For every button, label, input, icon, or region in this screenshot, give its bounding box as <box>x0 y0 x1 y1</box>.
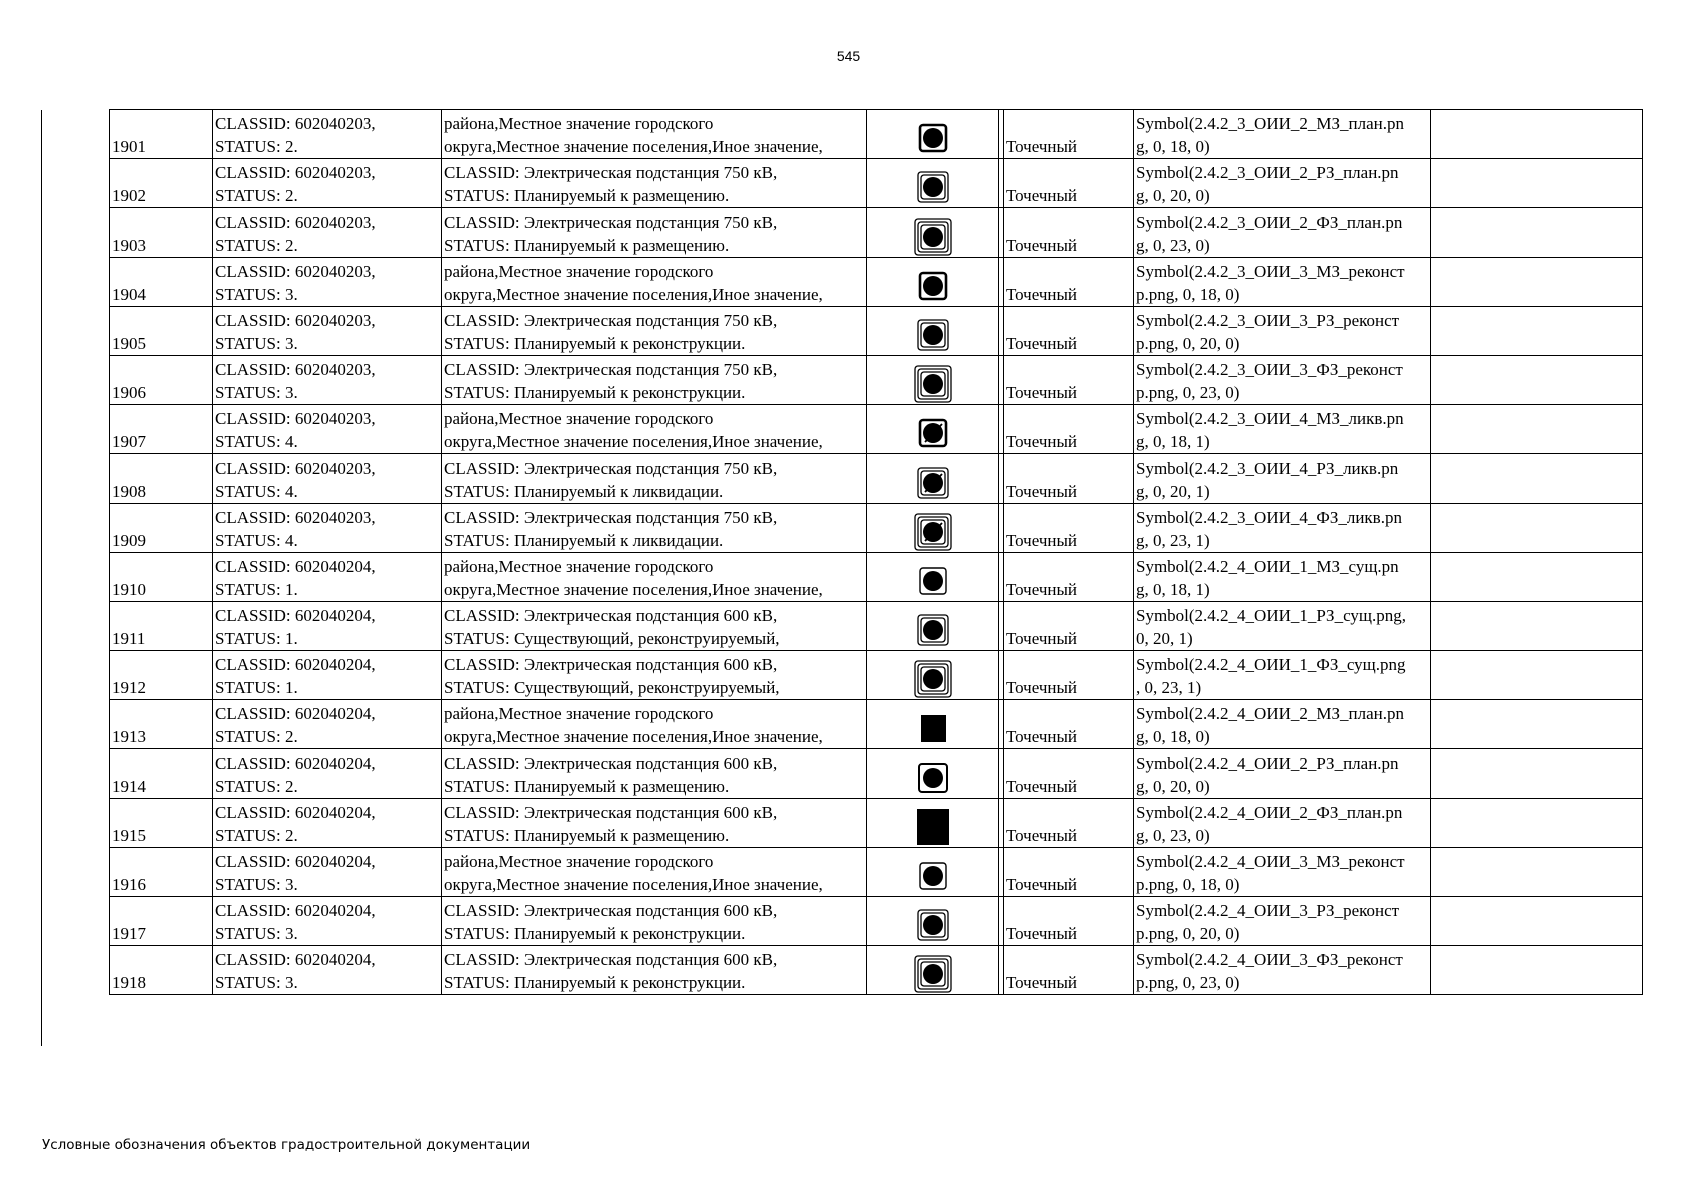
description-line-1: CLASSID: Электрическая подстанция 750 кВ, <box>444 507 778 527</box>
symbol-cell <box>867 798 999 847</box>
description-line-2: STATUS: Планируемый к реконструкции. <box>444 383 746 403</box>
row-number: 1912 <box>110 651 213 700</box>
description-line-2: STATUS: Существующий, реконструируемый, <box>444 678 780 698</box>
classid-line: CLASSID: 602040204, <box>215 901 376 921</box>
symbol-function-line-2: g, 0, 18, 1) <box>1136 432 1210 452</box>
symbol-function-line-2: , 0, 23, 1) <box>1136 678 1202 698</box>
classid-cell <box>213 847 442 896</box>
circle-thin-frame-icon <box>913 856 953 896</box>
description-cell <box>442 159 867 208</box>
table-row <box>110 159 1643 208</box>
description-line-2: округа,Местное значение поселения,Иное значение, <box>444 137 823 157</box>
symbol-function-line-2: g, 0, 20, 0) <box>1136 186 1210 206</box>
row-number: 1909 <box>110 503 213 552</box>
description-line-2: STATUS: Планируемый к размещению. <box>444 825 730 845</box>
circle-thin-frame-icon <box>913 561 953 601</box>
classid-cell <box>213 355 442 404</box>
classid-line: CLASSID: 602040203, <box>215 360 376 380</box>
status-line: STATUS: 1. <box>215 579 298 599</box>
symbol-function-line-2: р.png, 0, 18, 0) <box>1136 284 1240 304</box>
symbol-function-line-1: Symbol(2.4.2_4_ОИИ_3_МЗ_реконст <box>1136 852 1405 871</box>
symbol-function-cell <box>1134 946 1431 995</box>
description-cell <box>442 552 867 601</box>
status-line: STATUS: 4. <box>215 432 298 452</box>
classid-cell <box>213 798 442 847</box>
symbol-function-line-1: Symbol(2.4.2_3_ОИИ_4_РЗ_ликв.pn <box>1136 458 1399 478</box>
row-number: 1904 <box>110 257 213 306</box>
row-number: 1910 <box>110 552 213 601</box>
table-row <box>110 552 1643 601</box>
table-row <box>110 355 1643 404</box>
classid-cell <box>213 552 442 601</box>
classid-line: CLASSID: 602040203, <box>215 114 376 134</box>
symbol-function-line-2: g, 0, 23, 0) <box>1136 825 1210 845</box>
empty-cell <box>1431 405 1643 454</box>
symbol-cell <box>867 946 999 995</box>
symbol-function-cell <box>1134 159 1431 208</box>
symbol-function-line-2: g, 0, 18, 0) <box>1136 727 1210 747</box>
geometry-type-cell: Точечный <box>1004 651 1134 700</box>
classid-line: CLASSID: 602040204, <box>215 556 376 576</box>
empty-cell <box>1431 306 1643 355</box>
description-cell <box>442 601 867 650</box>
classid-line: CLASSID: 602040203, <box>215 163 376 183</box>
symbol-function-cell <box>1134 798 1431 847</box>
description-line-1: CLASSID: Электрическая подстанция 600 кВ, <box>444 655 778 675</box>
symbol-function-line-1: Symbol(2.4.2_4_ОИИ_3_РЗ_реконст <box>1136 901 1400 921</box>
symbol-function-cell <box>1134 355 1431 404</box>
description-cell <box>442 110 867 159</box>
description-line-1: CLASSID: Электрическая подстанция 750 кВ, <box>444 212 778 232</box>
geometry-type-cell: Точечный <box>1004 749 1134 798</box>
symbol-function-line-1: Symbol(2.4.2_4_ОИИ_3_ФЗ_реконст <box>1136 950 1403 970</box>
symbol-function-cell <box>1134 749 1431 798</box>
symbol-function-line-2: р.png, 0, 23, 0) <box>1136 973 1240 993</box>
symbol-cell <box>867 355 999 404</box>
status-line: STATUS: 2. <box>215 186 298 206</box>
page-number: 545 <box>836 48 861 64</box>
circle-double-frame-icon <box>913 610 953 650</box>
symbol-cell <box>867 847 999 896</box>
empty-cell <box>1431 847 1643 896</box>
description-line-2: округа,Местное значение поселения,Иное значение, <box>444 727 823 747</box>
symbol-cell <box>867 601 999 650</box>
circle-thick-frame-icon <box>913 266 953 306</box>
empty-cell <box>1431 651 1643 700</box>
page-footer: Условные обозначения объектов градостроительной документации <box>42 1137 531 1153</box>
classid-cell <box>213 454 442 503</box>
symbol-function-line-1: Symbol(2.4.2_4_ОИИ_1_МЗ_сущ.pn <box>1136 556 1399 576</box>
description-cell <box>442 306 867 355</box>
table-row <box>110 208 1643 257</box>
geometry-type-cell: Точечный <box>1004 306 1134 355</box>
symbol-function-cell <box>1134 552 1431 601</box>
row-number: 1914 <box>110 749 213 798</box>
description-line-1: CLASSID: Электрическая подстанция 600 кВ, <box>444 753 778 773</box>
symbol-function-cell <box>1134 503 1431 552</box>
symbol-function-line-2: р.png, 0, 20, 0) <box>1136 924 1240 944</box>
table-row <box>110 454 1643 503</box>
symbol-function-line-1: Symbol(2.4.2_3_ОИИ_4_МЗ_ликв.pn <box>1136 409 1404 429</box>
row-number: 1903 <box>110 208 213 257</box>
description-cell <box>442 454 867 503</box>
description-cell <box>442 651 867 700</box>
description-line-2: STATUS: Планируемый к реконструкции. <box>444 924 746 944</box>
symbol-function-line-1: Symbol(2.4.2_3_ОИИ_3_МЗ_реконст <box>1136 261 1405 281</box>
symbol-cell <box>867 552 999 601</box>
symbol-function-line-1: Symbol(2.4.2_3_ОИИ_2_РЗ_план.pn <box>1136 163 1399 183</box>
status-line: STATUS: 2. <box>215 776 298 796</box>
symbol-function-cell <box>1134 897 1431 946</box>
symbol-cell <box>867 897 999 946</box>
row-number: 1905 <box>110 306 213 355</box>
symbol-function-line-1: Symbol(2.4.2_4_ОИИ_1_РЗ_сущ.png, <box>1136 606 1406 626</box>
classid-cell <box>213 700 442 749</box>
status-line: STATUS: 3. <box>215 284 298 304</box>
row-number: 1911 <box>110 601 213 650</box>
symbol-function-line-1: Symbol(2.4.2_3_ОИИ_2_ФЗ_план.pn <box>1136 212 1403 232</box>
symbol-function-line-2: g, 0, 20, 1) <box>1136 481 1210 501</box>
row-number: 1908 <box>110 454 213 503</box>
geometry-type-cell: Точечный <box>1004 897 1134 946</box>
symbol-function-line-2: g, 0, 18, 1) <box>1136 579 1210 599</box>
symbol-cell <box>867 749 999 798</box>
symbol-function-cell <box>1134 257 1431 306</box>
classid-cell <box>213 208 442 257</box>
description-cell <box>442 208 867 257</box>
symbol-function-line-1: Symbol(2.4.2_4_ОИИ_2_МЗ_план.pn <box>1136 704 1404 724</box>
symbol-cell <box>867 454 999 503</box>
classid-cell <box>213 306 442 355</box>
circle-double-frame-slash-icon <box>913 463 953 503</box>
symbol-function-line-2: р.png, 0, 18, 0) <box>1136 875 1240 894</box>
symbol-function-line-1: Symbol(2.4.2_3_ОИИ_3_ФЗ_реконст <box>1136 360 1403 380</box>
symbol-cell <box>867 405 999 454</box>
legend-table <box>109 109 1643 995</box>
table-row <box>110 749 1643 798</box>
classid-line: CLASSID: 602040203, <box>215 507 376 527</box>
empty-cell <box>1431 749 1643 798</box>
geometry-type-cell: Точечный <box>1004 503 1134 552</box>
description-line-1: района,Местное значение городского <box>444 114 714 134</box>
empty-cell <box>1431 257 1643 306</box>
empty-cell <box>1431 208 1643 257</box>
symbol-function-cell <box>1134 601 1431 650</box>
classid-line: CLASSID: 602040203, <box>215 310 376 330</box>
description-line-1: CLASSID: Электрическая подстанция 600 кВ, <box>444 950 778 970</box>
status-line: STATUS: 3. <box>215 875 298 894</box>
symbol-function-line-1: Symbol(2.4.2_3_ОИИ_4_ФЗ_ликв.pn <box>1136 507 1402 527</box>
classid-cell <box>213 651 442 700</box>
description-line-1: CLASSID: Электрическая подстанция 750 кВ, <box>444 360 778 380</box>
table-row <box>110 700 1643 749</box>
classid-line: CLASSID: 602040204, <box>215 802 376 822</box>
symbol-cell <box>867 651 999 700</box>
empty-cell <box>1431 798 1643 847</box>
symbol-function-cell <box>1134 651 1431 700</box>
symbol-function-line-1: Symbol(2.4.2_3_ОИИ_3_РЗ_реконст <box>1136 310 1400 330</box>
row-number: 1906 <box>110 355 213 404</box>
classid-cell <box>213 503 442 552</box>
classid-cell <box>213 749 442 798</box>
description-line-1: CLASSID: Электрическая подстанция 750 кВ, <box>444 310 778 330</box>
row-number: 1902 <box>110 159 213 208</box>
circle-thick-frame-icon <box>913 118 953 158</box>
empty-cell <box>1431 110 1643 159</box>
table-row <box>110 601 1643 650</box>
geometry-type-cell: Точечный <box>1004 601 1134 650</box>
description-line-1: района,Местное значение городского <box>444 409 714 429</box>
geometry-type-cell: Точечный <box>1004 454 1134 503</box>
description-line-1: района,Местное значение городского <box>444 261 714 281</box>
description-line-2: округа,Местное значение поселения,Иное значение, <box>444 432 823 452</box>
circle-triple-frame-icon <box>913 954 953 994</box>
description-line-1: CLASSID: Электрическая подстанция 750 кВ, <box>444 458 778 478</box>
circle-triple-frame-icon <box>913 659 953 699</box>
table-row <box>110 405 1643 454</box>
table-row <box>110 946 1643 995</box>
row-number: 1913 <box>110 700 213 749</box>
symbol-cell <box>867 208 999 257</box>
classid-cell <box>213 110 442 159</box>
classid-line: CLASSID: 602040204, <box>215 852 376 871</box>
description-cell <box>442 355 867 404</box>
classid-line: CLASSID: 602040204, <box>215 655 376 675</box>
geometry-type-cell: Точечный <box>1004 257 1134 306</box>
description-line-2: STATUS: Планируемый к размещению. <box>444 186 730 206</box>
description-line-2: STATUS: Планируемый к реконструкции. <box>444 333 746 353</box>
circle-double-frame-icon <box>913 905 953 945</box>
symbol-cell <box>867 257 999 306</box>
classid-line: CLASSID: 602040204, <box>215 704 376 724</box>
status-line: STATUS: 3. <box>215 383 298 403</box>
description-line-2: STATUS: Планируемый к реконструкции. <box>444 973 746 993</box>
status-line: STATUS: 3. <box>215 924 298 944</box>
status-line: STATUS: 1. <box>215 678 298 698</box>
classid-line: CLASSID: 602040204, <box>215 753 376 773</box>
empty-cell <box>1431 355 1643 404</box>
table-row <box>110 257 1643 306</box>
status-line: STATUS: 3. <box>215 973 298 993</box>
empty-cell <box>1431 159 1643 208</box>
symbol-function-line-1: Symbol(2.4.2_4_ОИИ_1_ФЗ_сущ.png <box>1136 655 1406 675</box>
symbol-function-line-1: Symbol(2.4.2_3_ОИИ_2_МЗ_план.pn <box>1136 114 1404 134</box>
geometry-type-cell: Точечный <box>1004 946 1134 995</box>
classid-line: CLASSID: 602040204, <box>215 606 376 626</box>
empty-cell <box>1431 700 1643 749</box>
description-line-1: CLASSID: Электрическая подстанция 600 кВ, <box>444 802 778 822</box>
status-line: STATUS: 2. <box>215 727 298 747</box>
row-number: 1918 <box>110 946 213 995</box>
classid-line: CLASSID: 602040203, <box>215 458 376 478</box>
symbol-cell <box>867 159 999 208</box>
table-row <box>110 897 1643 946</box>
symbol-function-cell <box>1134 454 1431 503</box>
symbol-function-line-1: Symbol(2.4.2_4_ОИИ_2_РЗ_план.pn <box>1136 753 1399 773</box>
description-line-1: CLASSID: Электрическая подстанция 600 кВ, <box>444 606 778 626</box>
table-row <box>110 651 1643 700</box>
description-cell <box>442 798 867 847</box>
description-line-1: района,Местное значение городского <box>444 556 714 576</box>
symbol-cell <box>867 306 999 355</box>
empty-cell <box>1431 601 1643 650</box>
description-line-1: района,Местное значение городского <box>444 852 714 871</box>
circle-square-frame-icon <box>913 758 953 798</box>
symbol-function-line-2: р.png, 0, 20, 0) <box>1136 333 1240 353</box>
geometry-type-cell: Точечный <box>1004 552 1134 601</box>
classid-cell <box>213 405 442 454</box>
left-margin-rule <box>41 110 42 1046</box>
description-line-2: STATUS: Существующий, реконструируемый, <box>444 629 780 649</box>
status-line: STATUS: 3. <box>215 333 298 353</box>
description-line-2: STATUS: Планируемый к ликвидации. <box>444 530 724 550</box>
geometry-type-cell: Точечный <box>1004 110 1134 159</box>
description-cell <box>442 897 867 946</box>
table-row <box>110 306 1643 355</box>
description-cell <box>442 257 867 306</box>
status-line: STATUS: 4. <box>215 481 298 501</box>
symbol-cell <box>867 110 999 159</box>
filled-square-icon <box>913 708 953 748</box>
row-number: 1916 <box>110 847 213 896</box>
description-cell <box>442 749 867 798</box>
empty-cell <box>1431 552 1643 601</box>
circle-thick-frame-slash-icon <box>913 413 953 453</box>
geometry-type-cell: Точечный <box>1004 159 1134 208</box>
table-row <box>110 847 1643 896</box>
symbol-function-line-1: Symbol(2.4.2_4_ОИИ_2_ФЗ_план.pn <box>1136 802 1403 822</box>
symbol-function-line-2: g, 0, 23, 0) <box>1136 235 1210 255</box>
circle-double-frame-icon <box>913 315 953 355</box>
description-line-2: STATUS: Планируемый к размещению. <box>444 235 730 255</box>
status-line: STATUS: 2. <box>215 825 298 845</box>
description-line-1: района,Местное значение городского <box>444 704 714 724</box>
table-row <box>110 110 1643 159</box>
symbol-function-cell <box>1134 306 1431 355</box>
table-row <box>110 503 1643 552</box>
filled-large-square-icon <box>913 807 953 847</box>
row-number: 1907 <box>110 405 213 454</box>
symbol-function-cell <box>1134 405 1431 454</box>
symbol-function-line-2: g, 0, 20, 0) <box>1136 776 1210 796</box>
description-line-2: округа,Местное значение поселения,Иное значение, <box>444 284 823 304</box>
classid-cell <box>213 946 442 995</box>
classid-cell <box>213 601 442 650</box>
status-line: STATUS: 2. <box>215 137 298 157</box>
classid-line: CLASSID: 602040204, <box>215 950 376 970</box>
description-cell <box>442 946 867 995</box>
classid-cell <box>213 257 442 306</box>
description-cell <box>442 847 867 896</box>
row-number: 1917 <box>110 897 213 946</box>
circle-triple-frame-slash-icon <box>913 512 953 552</box>
classid-line: CLASSID: 602040203, <box>215 261 376 281</box>
empty-cell <box>1431 897 1643 946</box>
symbol-function-cell <box>1134 847 1431 896</box>
description-line-1: CLASSID: Электрическая подстанция 600 кВ, <box>444 901 778 921</box>
description-cell <box>442 700 867 749</box>
geometry-type-cell: Точечный <box>1004 355 1134 404</box>
description-line-2: округа,Местное значение поселения,Иное значение, <box>444 579 823 599</box>
description-line-2: STATUS: Планируемый к ликвидации. <box>444 481 724 501</box>
geometry-type-cell: Точечный <box>1004 208 1134 257</box>
symbol-cell <box>867 503 999 552</box>
classid-line: CLASSID: 602040203, <box>215 212 376 232</box>
description-cell <box>442 503 867 552</box>
description-line-1: CLASSID: Электрическая подстанция 750 кВ, <box>444 163 778 183</box>
geometry-type-cell: Точечный <box>1004 798 1134 847</box>
empty-cell <box>1431 454 1643 503</box>
table-row <box>110 798 1643 847</box>
circle-triple-frame-icon <box>913 364 953 404</box>
classid-cell <box>213 159 442 208</box>
circle-double-frame-icon <box>913 167 953 207</box>
empty-cell <box>1431 503 1643 552</box>
classid-line: CLASSID: 602040203, <box>215 409 376 429</box>
description-line-2: STATUS: Планируемый к размещению. <box>444 776 730 796</box>
description-cell <box>442 405 867 454</box>
symbol-function-line-2: р.png, 0, 23, 0) <box>1136 383 1240 403</box>
symbol-function-cell <box>1134 208 1431 257</box>
status-line: STATUS: 4. <box>215 530 298 550</box>
description-line-2: округа,Местное значение поселения,Иное значение, <box>444 875 823 894</box>
row-number: 1901 <box>110 110 213 159</box>
status-line: STATUS: 1. <box>215 629 298 649</box>
empty-cell <box>1431 946 1643 995</box>
geometry-type-cell: Точечный <box>1004 700 1134 749</box>
row-number: 1915 <box>110 798 213 847</box>
circle-triple-frame-icon <box>913 217 953 257</box>
classid-cell <box>213 897 442 946</box>
geometry-type-cell: Точечный <box>1004 405 1134 454</box>
symbol-cell <box>867 700 999 749</box>
status-line: STATUS: 2. <box>215 235 298 255</box>
symbol-function-line-2: 0, 20, 1) <box>1136 629 1193 649</box>
symbol-function-cell <box>1134 700 1431 749</box>
symbol-function-line-2: g, 0, 18, 0) <box>1136 137 1210 157</box>
symbol-function-line-2: g, 0, 23, 1) <box>1136 530 1210 550</box>
symbol-function-cell <box>1134 110 1431 159</box>
geometry-type-cell: Точечный <box>1004 847 1134 896</box>
